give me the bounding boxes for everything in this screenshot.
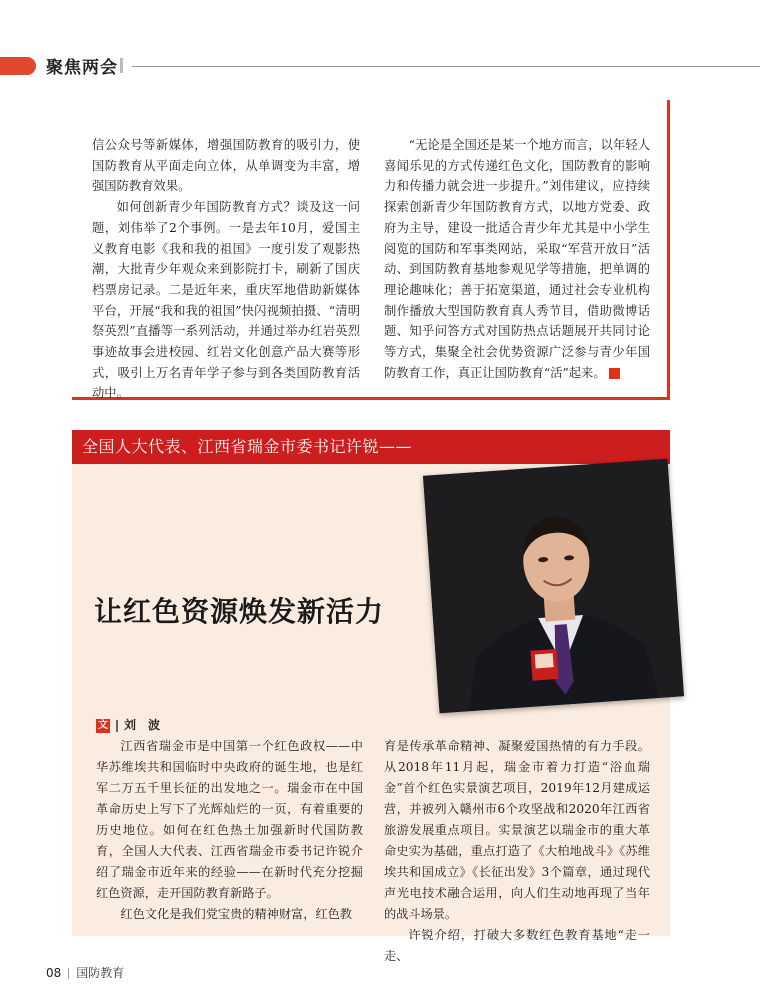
section-title: 聚焦两会 (46, 58, 118, 78)
section-tab-marker (0, 57, 36, 75)
top-article-left-column (92, 135, 360, 404)
end-of-article-mark: G (609, 368, 620, 379)
byline-tag: 文 (98, 719, 108, 731)
paragraph-text: “无论是全国还是某一个地方而言，以年轻人喜闻乐见的方式传递红色文化，国防教育的影响力和传播力就会进一步提升。”刘伟建议，应持续探索创新青少年国防教育方式，以地方党委、政府为主导，建设一批适合青少年尤其是中小学生阅览的国防和军事类网站，采取“军营开放日”活动、到国防教育基地参观见学等措施，把单调的理论趣味化；善于拓宽渠道，通过社会专业机构制作播放大型国防教育真人秀节目，借助微博话题、知乎问答方式对国防热点话题展开共同讨论等方式，集聚全社会优势资源广泛参与青少年国防教育工作，真正让国防教育“活”起来。 (384, 138, 650, 380)
paragraph: 信公众号等新媒体，增强国防教育的吸引力，使国防教育从平面走向立体，从单调变为丰富，增强国防教育效果。 (92, 138, 360, 194)
kicker-banner: 全国人大代表、江西省瑞金市委书记许锐—— (72, 430, 670, 464)
footer-separator (68, 968, 69, 979)
paragraph: 红色文化是我们党宝贵的精神财富，红色教 (120, 907, 352, 921)
paragraph: 育是传承革命精神、凝聚爱国热情的有力手段。从2018年11月起，瑞金市着力打造“浴血瑞金”首个红色实景演艺项目，2019年12月建成运营，并被列入赣州市6个攻坚战和2020年江西省旅游发展重点项目。实景演艺以瑞金市的重大革命史实为基础，重点打造了《大柏地战斗》《苏维埃共和国成立》《长征出发》3个篇章，通过现代声光电技术融合运用，向人们生动地再现了当年的战斗场景。 (384, 739, 650, 921)
portrait-photo (423, 459, 684, 714)
top-article-right-column (384, 135, 650, 383)
page-number: 08 (46, 966, 62, 980)
paragraph: 许锐介绍，打破大多数红色教育基地“走一走、 (384, 928, 650, 963)
byline (96, 716, 160, 733)
feature-left-column (96, 736, 363, 925)
author-name: 刘 波 (124, 718, 161, 732)
magazine-name: 国防教育 (76, 966, 125, 980)
byline-separator (116, 720, 118, 732)
header-separator (120, 58, 123, 73)
header-rule (132, 66, 760, 67)
page-footer (46, 964, 124, 981)
feature-right-column (384, 736, 650, 967)
article-headline: 让红色资源焕发新活力 (94, 595, 385, 628)
paragraph: 如何创新青少年国防教育方式？谈及这一问题，刘伟举了2个事例。一是去年10月，爱国主义教育电影《我和我的祖国》一度引发了观影热潮，大批青少年观众来到影院打卡，刷新了国庆档票房记录。二是近年来，重庆军地借助新媒体平台，开展“我和我的祖国”快闪视频拍摄、“清明祭英烈”直播等一系列活动，并通过举办红岩英烈事迹故事会进校园、红岩文化创意产品大赛等形式，吸引上万名青年学子参与到各类国防教育活动中。 (92, 200, 360, 401)
paragraph: 江西省瑞金市是中国第一个红色政权——中华苏维埃共和国临时中央政府的诞生地，也是红军二万五千里长征的出发地之一。瑞金市在中国革命历史上写下了光辉灿烂的一页，有着重要的历史地位。如何在红色热土加强新时代国防教育，全国人大代表、江西省瑞金市委书记许锐介绍了瑞金市近年来的经验——在新时代充分挖掘红色资源，走开国防教育新路子。 (96, 739, 363, 900)
paragraph (384, 135, 650, 383)
